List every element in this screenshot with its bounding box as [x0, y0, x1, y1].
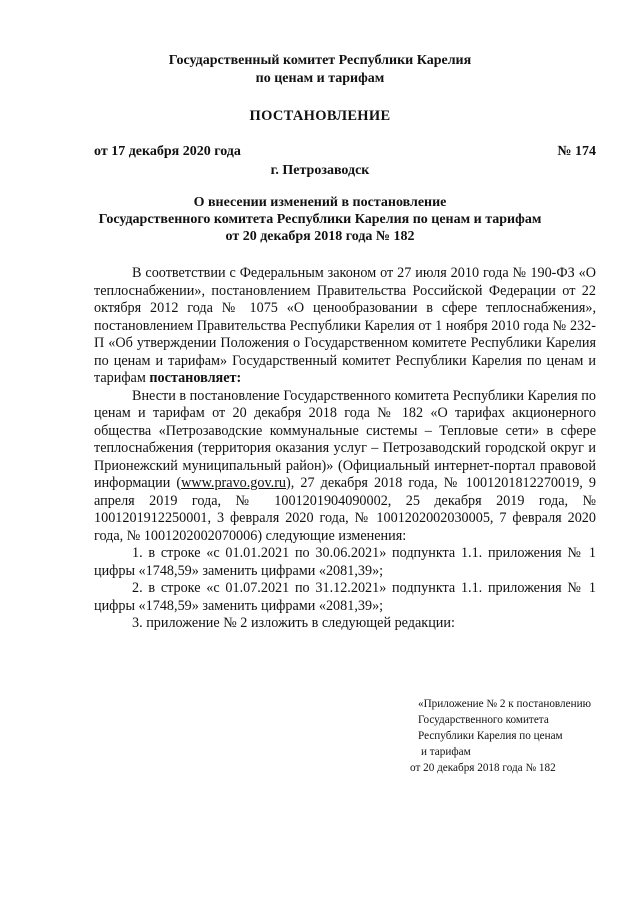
- appendix-line-3: Республики Карелия по ценам: [418, 730, 563, 742]
- amendment-item-1: 1. в строке «с 01.01.2021 по 30.06.2021» подпункта 1.1. приложения № 1 цифры «1748,59» заменить цифрами «2081,39»;: [94, 545, 596, 579]
- document-type: ПОСТАНОВЛЕНИЕ: [249, 108, 391, 124]
- amendment-paragraph: [94, 388, 596, 546]
- document-subject: [0, 194, 640, 245]
- subject-line-1: О внесении изменений в постановление: [193, 195, 447, 210]
- appendix-heading: [410, 696, 618, 776]
- document-body: [94, 265, 596, 633]
- preamble-paragraph: [94, 265, 596, 388]
- amendment-text: Внести в постановление Государственного комитета Республики Карелия по ценам и тарифам от 20 декабря 2018 года № 182 «О тарифах акционерного общества «Петрозаводские коммунальные системы – Тепловые сети» в сфере теплоснабжения (территория оказания услуг – Петрозаводский городской округ и Прионежский муниципальный район)» (Официальный интернет-портал правовой информации (: [94, 387, 596, 491]
- appendix-line-2: Государственного комитета: [418, 714, 549, 726]
- document-date: от 17 декабря 2020 года: [94, 144, 241, 159]
- document-number: № 174: [557, 144, 596, 159]
- subject-line-2: Государственного комитета Республики Карелия по ценам и тарифам: [98, 212, 542, 227]
- issuer-line-2: по ценам и тарифам: [255, 71, 385, 86]
- appendix-line-4: и тарифам: [421, 746, 471, 758]
- amendment-item-3: 3. приложение № 2 изложить в следующей редакции:: [132, 615, 455, 631]
- amendment-text-end: ), 27 декабря 2018 года, № 1001201812270019, 9 апреля 2019 года, № 1001201904090002, 25 декабря 2019 года, № 1001201912250001, 3 февраля 2020 года, № 1001202002030005, 7 февраля 2020 года, № 1001202002070006) следующие изменения:: [94, 475, 596, 544]
- subject-line-3: от 20 декабря 2018 года № 182: [225, 229, 415, 244]
- resolves-colon: :: [236, 370, 242, 386]
- issuer-line-1: Государственный комитет Республики Карелия: [168, 53, 472, 68]
- issuer-header: [0, 52, 640, 88]
- pravo-portal-link[interactable]: www.pravo.gov.ru: [181, 475, 287, 491]
- preamble-text: В соответствии с Федеральным законом от 27 июля 2010 года № 190-ФЗ «О теплоснабжении», постановлением Правительства Российской Федерации от 22 октября 2012 года № 1075 «О ценообразовании в сфере теплоснабжения», постановлением Правительства Республики Карелия от 1 ноября 2010 года № 232-П «Об утверждении Положения о Государственном комитете Республики Карелия по ценам и тарифам» Государственный комитет Республики Карелия по ценам и тарифам: [94, 265, 596, 386]
- appendix-line-5: от 20 декабря 2018 года № 182: [410, 762, 556, 774]
- appendix-line-1: «Приложение № 2 к постановлению: [418, 698, 591, 710]
- resolves-word: постановляет: [149, 370, 237, 386]
- amendment-item-2: 2. в строке «с 01.07.2021 по 31.12.2021» подпункта 1.1. приложения № 1 цифры «1748,59» заменить цифрами «2081,39»;: [94, 580, 596, 614]
- document-city: г. Петрозаводск: [270, 163, 370, 178]
